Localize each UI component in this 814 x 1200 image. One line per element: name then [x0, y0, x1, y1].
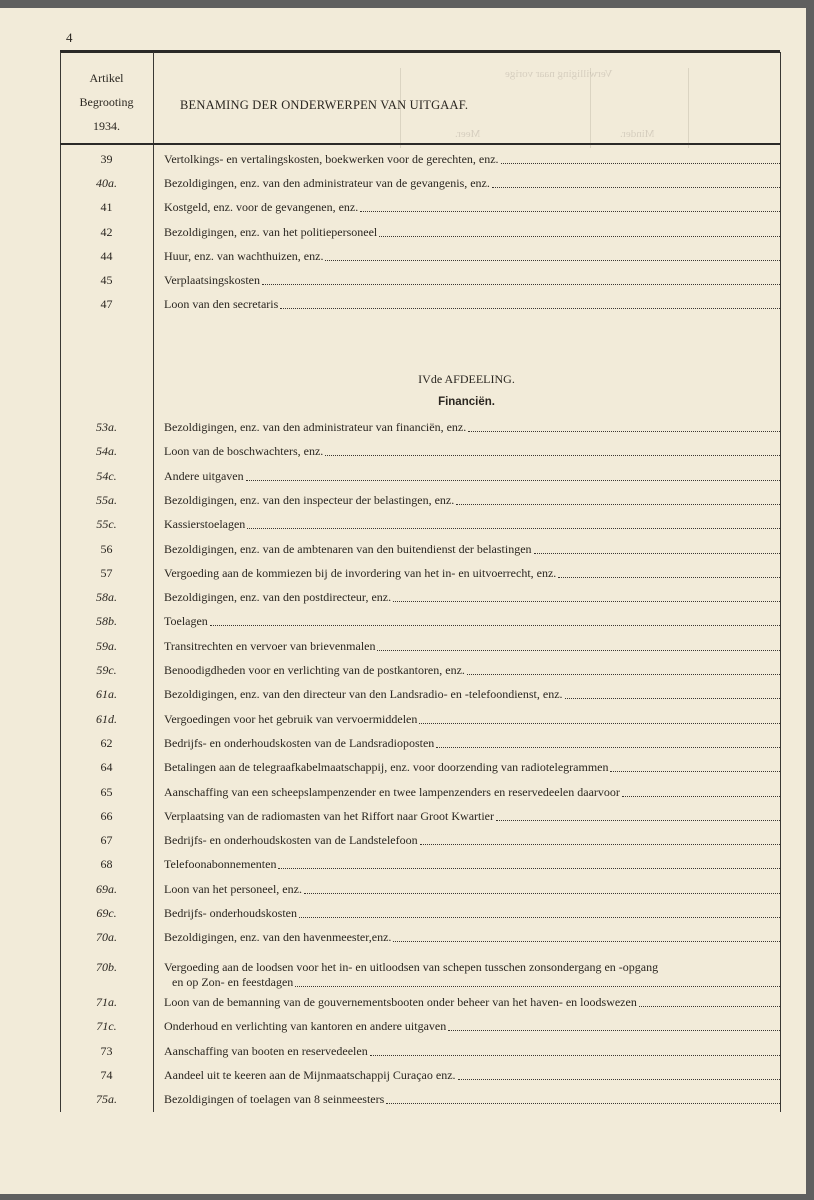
- article-number: 73: [100, 1043, 113, 1058]
- article-description: [164, 760, 780, 775]
- top-rule: [60, 50, 780, 53]
- article-description: [164, 882, 780, 897]
- dot-leader: [370, 1054, 780, 1056]
- article-number: 66: [100, 808, 113, 823]
- table-row: [60, 1092, 780, 1114]
- table-row: [60, 297, 780, 319]
- dot-leader: [299, 916, 780, 918]
- table-row: [60, 785, 780, 807]
- table-row: [60, 1068, 780, 1090]
- article-number: 62: [100, 735, 113, 750]
- description-text: Bezoldigingen of toelagen van 8 seinmeesters: [164, 1092, 385, 1107]
- article-description: [164, 273, 780, 288]
- table-row: [60, 614, 780, 636]
- bleed-through-text: Minder.: [620, 128, 655, 140]
- table-row: [60, 273, 780, 295]
- article-description: [164, 420, 780, 435]
- dot-leader: [325, 454, 780, 456]
- dot-leader: [325, 259, 780, 261]
- description-text: Bezoldigingen, enz. van de ambtenaren van den buitendienst der belastingen: [164, 541, 532, 556]
- table-row: [60, 249, 780, 271]
- description-text: Transitrechten en vervoer van brievenmalen: [164, 638, 376, 653]
- article-description: [164, 469, 780, 484]
- article-description: [164, 1019, 780, 1034]
- article-description: [164, 960, 780, 990]
- article-description: [164, 566, 780, 581]
- article-description: [164, 590, 780, 605]
- article-description: [164, 736, 780, 751]
- table-row: [60, 930, 780, 952]
- article-description: [164, 906, 780, 921]
- description-text: Huur, enz. van wachthuizen, enz.: [164, 248, 324, 263]
- table-row: [60, 906, 780, 928]
- table-row: [60, 1044, 780, 1066]
- bleed-through-line: [688, 68, 689, 148]
- article-number: 71a.: [96, 995, 117, 1009]
- dot-leader: [492, 186, 780, 188]
- article-number: 47: [100, 297, 113, 312]
- description-text: Bezoldigingen, enz. van den administrateur van financiën, enz.: [164, 420, 467, 434]
- article-description: [164, 663, 780, 678]
- article-description: [164, 542, 780, 557]
- article-description: [164, 614, 780, 629]
- table-row: [60, 639, 780, 661]
- article-column-header: [60, 66, 153, 138]
- dot-leader: [639, 1005, 780, 1007]
- article-number: 69a.: [96, 881, 117, 896]
- table-row: [60, 760, 780, 782]
- article-number: 59c.: [96, 663, 117, 677]
- description-text: Aanschaffing van een scheepslampenzender en twee lampenzenders en reservedeelen daarvoor: [164, 784, 620, 799]
- article-description: [164, 857, 780, 872]
- table-row: [60, 833, 780, 855]
- table-row: [60, 590, 780, 612]
- table-row: [60, 1019, 780, 1041]
- article-description: [164, 225, 780, 240]
- article-description: [164, 639, 780, 654]
- table-row: [60, 882, 780, 904]
- article-number: 65: [100, 784, 113, 799]
- dot-leader: [468, 430, 780, 432]
- table-row: [60, 493, 780, 515]
- article-description: [164, 493, 780, 508]
- article-number: 61d.: [96, 711, 117, 726]
- dot-leader: [295, 985, 780, 987]
- article-number: 68: [100, 857, 113, 872]
- table-row: [60, 469, 780, 491]
- header-label-year: 1934.: [93, 119, 120, 133]
- article-description: [164, 444, 780, 459]
- article-number: 69c.: [96, 906, 117, 920]
- dot-leader: [420, 843, 780, 845]
- article-number: 61a.: [96, 687, 117, 702]
- description-text: Bezoldigingen, enz. van den havenmeester,enz.: [164, 930, 392, 945]
- dot-leader: [247, 527, 780, 529]
- dot-leader: [436, 746, 780, 748]
- description-text: Bedrijfs- en onderhoudskosten van de Landsradioposten: [164, 735, 435, 750]
- table-row: [60, 663, 780, 685]
- dot-leader: [280, 307, 780, 309]
- dot-leader: [467, 673, 780, 675]
- article-number: 67: [100, 833, 113, 848]
- table-row: [60, 566, 780, 588]
- description-text: Verplaatsing van de radiomasten van het Riffort naar Groot Kwartier: [164, 808, 494, 823]
- article-number: 56: [100, 541, 113, 556]
- dot-leader: [458, 1078, 780, 1080]
- description-text: Betalingen aan de telegraafkabelmaatschappij, enz. voor doorzending van radiotelegrammen: [164, 760, 609, 775]
- article-description: [164, 517, 780, 532]
- article-description: [164, 152, 780, 167]
- description-text: Benoodigdheden voor en verlichting van de postkantoren, enz.: [164, 663, 465, 677]
- description-text: Loon van het personeel, enz.: [164, 881, 302, 896]
- dot-leader: [360, 210, 780, 212]
- dot-leader: [393, 940, 780, 942]
- description-line-2: en op Zon- en feestdagen: [172, 975, 294, 989]
- description-text: Bedrijfs- en onderhoudskosten van de Landstelefoon: [164, 833, 418, 848]
- article-number: 55a.: [96, 492, 117, 507]
- article-number: 55c.: [96, 517, 117, 532]
- description-text: Kassierstoelagen: [164, 517, 246, 532]
- table-row: [60, 960, 780, 994]
- table-row: [60, 712, 780, 734]
- description-text: Bezoldigingen, enz. van het politiepersoneel: [164, 224, 378, 239]
- table-row: [60, 225, 780, 247]
- dot-leader: [456, 503, 780, 505]
- dot-leader: [278, 867, 780, 869]
- article-number: 74: [100, 1067, 113, 1082]
- description-text: Bezoldigingen, enz. van den directeur van den Landsradio- en -telefoondienst, enz.: [164, 687, 563, 702]
- article-description: [164, 995, 780, 1010]
- bleed-through-text: Meer.: [455, 128, 481, 140]
- description-text: Aandeel uit te keeren aan de Mijnmaatschappij Curaçao enz.: [164, 1067, 456, 1082]
- bleed-through-line: [590, 68, 591, 148]
- article-description: [164, 200, 780, 215]
- table-row: [60, 444, 780, 466]
- description-text: Bezoldigingen, enz. van den administrateur van de gevangenis, enz.: [164, 176, 490, 191]
- article-description: [164, 785, 780, 800]
- dot-leader: [534, 552, 780, 554]
- dot-leader: [379, 235, 780, 237]
- dot-leader: [246, 479, 780, 481]
- dot-leader: [565, 697, 780, 699]
- description-text: Telefoonabonnementen: [164, 857, 277, 872]
- description-text: Bezoldigingen, enz. van den postdirecteur, enz.: [164, 590, 392, 605]
- dot-leader: [501, 162, 780, 164]
- header-label-artikel: Artikel: [89, 71, 124, 85]
- document-page: [0, 8, 806, 1194]
- article-number: 75a.: [96, 1092, 117, 1107]
- article-description: [164, 1068, 780, 1083]
- article-number: 44: [100, 248, 113, 263]
- article-number: 42: [100, 224, 113, 239]
- dot-leader: [622, 795, 780, 797]
- description-text: Aanschaffing van booten en reservedeelen: [164, 1043, 368, 1058]
- article-description: [164, 712, 780, 727]
- right-border-line: [780, 52, 781, 1112]
- description-text: Vergoedingen voor het gebruik van vervoermiddelen: [164, 711, 418, 726]
- dot-leader: [210, 624, 780, 626]
- table-row: [60, 517, 780, 539]
- description-text: Bezoldigingen, enz. van den inspecteur der belastingen, enz.: [164, 492, 455, 507]
- article-description: [164, 930, 780, 945]
- article-description: [164, 1044, 780, 1059]
- header-title: BENAMING DER ONDERWERPEN VAN UITGAAF.: [180, 98, 469, 112]
- article-number: 57: [100, 565, 113, 580]
- description-text: Bedrijfs- onderhoudskosten: [164, 906, 297, 920]
- table-row: [60, 995, 780, 1017]
- table-row: [60, 152, 780, 174]
- article-number: 39: [100, 152, 113, 166]
- article-description: [164, 809, 780, 824]
- dot-leader: [262, 283, 780, 285]
- description-text: Vertolkings- en vertalingskosten, boekwerken voor de gerechten, enz.: [164, 152, 499, 166]
- bleed-through-text: Verwilliging naar vorige: [505, 68, 613, 80]
- article-number: 53a.: [96, 420, 117, 434]
- description-text: Verplaatsingskosten: [164, 273, 260, 287]
- page-number: 4: [66, 30, 73, 45]
- article-number: 54a.: [96, 444, 117, 459]
- table-row: [60, 857, 780, 879]
- article-number: 59a.: [96, 638, 117, 653]
- description-text: Loon van de bemanning van de gouvernementsbooten onder beheer van het haven- en loodswezen: [164, 995, 637, 1009]
- dot-leader: [558, 576, 780, 578]
- dot-leader: [386, 1102, 780, 1104]
- article-number: 58b.: [96, 614, 117, 629]
- dot-leader: [448, 1029, 780, 1031]
- article-description: [164, 1092, 780, 1107]
- description-text: Onderhoud en verlichting van kantoren en andere uitgaven: [164, 1019, 447, 1034]
- header-rule: [60, 143, 780, 145]
- table-row: [60, 542, 780, 564]
- dot-leader: [377, 649, 780, 651]
- dot-leader: [393, 600, 780, 602]
- table-row: [60, 809, 780, 831]
- description-text: Loon van den secretaris: [164, 297, 279, 312]
- table-row: [60, 200, 780, 222]
- dot-leader: [419, 722, 780, 724]
- article-number: 40a.: [96, 176, 117, 191]
- table-row: [60, 736, 780, 758]
- article-number: 71c.: [96, 1019, 117, 1034]
- article-description: [164, 249, 780, 264]
- article-number: 54c.: [96, 468, 117, 483]
- article-number: 45: [100, 273, 113, 287]
- article-description: [164, 687, 780, 702]
- description-text: Kostgeld, enz. voor de gevangenen, enz.: [164, 200, 359, 215]
- description-text: Loon van de boschwachters, enz.: [164, 444, 324, 459]
- section-title: IVde AFDEELING.: [418, 372, 515, 386]
- description-text: Andere uitgaven: [164, 468, 244, 483]
- article-description: [164, 176, 780, 191]
- dot-leader: [496, 819, 780, 821]
- article-number: 58a.: [96, 590, 117, 605]
- article-number: 70b.: [96, 960, 117, 974]
- description-line-1: Vergoeding aan de loodsen voor het in- en uitloodsen van schepen tusschen zonsondergang en -opgang: [164, 960, 659, 974]
- dot-leader: [610, 770, 780, 772]
- article-number: 70a.: [96, 930, 117, 945]
- dot-leader: [304, 892, 780, 894]
- header-label-begrooting: Begrooting: [79, 95, 134, 109]
- article-description: [164, 297, 780, 312]
- section-subtitle: Financiën.: [438, 396, 495, 408]
- description-text: Toelagen: [164, 614, 208, 629]
- table-row: [60, 687, 780, 709]
- table-row: [60, 176, 780, 198]
- description-text: Vergoeding aan de kommiezen bij de invordering van het in- en uitvoerrecht, enz.: [164, 565, 557, 580]
- article-number: 64: [100, 760, 113, 775]
- table-row: [60, 420, 780, 442]
- article-description: [164, 833, 780, 848]
- article-number: 41: [100, 200, 113, 215]
